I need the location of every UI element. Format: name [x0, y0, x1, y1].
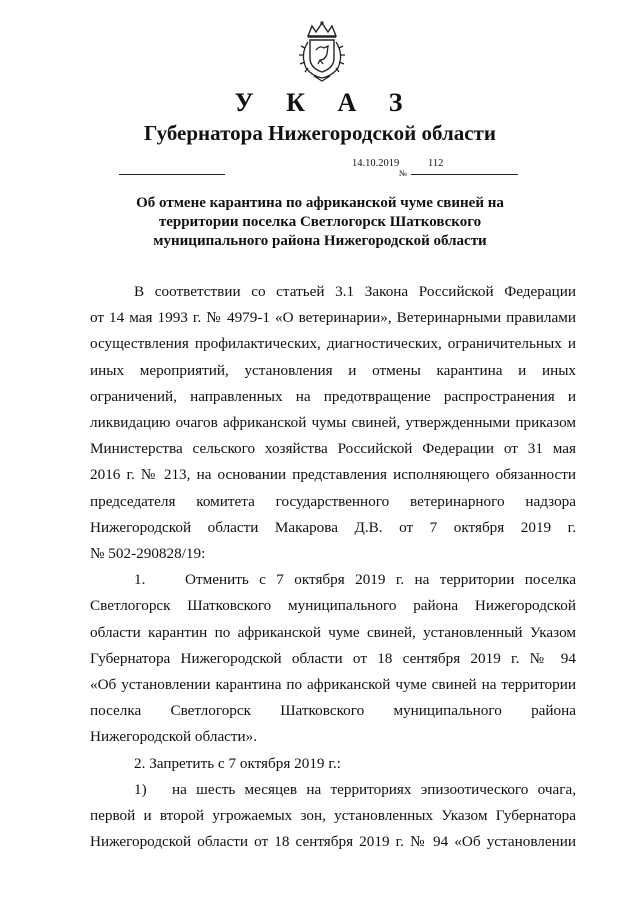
- heading-line: территории поселка Светлогорск Шатковского: [158, 214, 482, 230]
- item2-1-line: на шесть месяцев на территориях эпизоотического очага,: [172, 780, 576, 798]
- item1-line: поселка Светлогорск Шатковского муниципального района: [90, 702, 576, 720]
- preamble-line: Министерства сельского хозяйства Российской Федерации от 31 мая: [90, 440, 576, 458]
- item2-1-line: первой и второй угрожаемых зон, установленных Указом Губернатора: [90, 807, 576, 825]
- decree-heading: [100, 194, 540, 251]
- item2-1-number: 1): [134, 780, 147, 798]
- decree-body: [90, 279, 576, 855]
- preamble-line: иных мероприятий, установления и отмены карантина и иных: [90, 361, 576, 379]
- item1-line: Отменить с 7 октября 2019 г. на территории поселка: [185, 571, 576, 589]
- item1-line: Нижегородской области».: [90, 728, 258, 746]
- preamble-line: от 14 мая 1993 г. № 4979-1 «О ветеринарии», Ветеринарными правилами: [90, 309, 576, 327]
- preamble-line: ликвидацию очагов африканской чумы свиней, утвержденными приказом: [90, 414, 576, 432]
- item1-number: 1.: [134, 571, 146, 589]
- preamble-line: председателя комитета государственного ветеринарного надзора: [90, 492, 576, 510]
- preamble-line: 2016 г. № 213, на основании представления исполняющего обязанности: [90, 466, 576, 484]
- item1-line: «Об установлении карантина по африканской чуме свиней на территории: [90, 676, 576, 694]
- heading-line: муниципального района Нижегородской области: [153, 233, 487, 249]
- preamble-line: осуществления профилактических, диагностических, ограничительных и: [90, 335, 576, 353]
- item1-line: Светлогорск Шатковского муниципального района Нижегородской: [90, 597, 576, 615]
- document-type-title: У К А З: [234, 88, 416, 117]
- preamble-line: ограничений, направленных на предотвращение распространения и: [90, 387, 576, 405]
- decree-date: 14.10.2019: [352, 158, 400, 169]
- heading-line: Об отмене карантина по африканской чуме свиней на: [136, 195, 504, 211]
- number-mark: №: [399, 168, 408, 178]
- signature-line-left: [119, 174, 225, 175]
- item2-1-line: Нижегородской области от 18 сентября 2019 г. № 94 «Об установлении: [90, 833, 576, 851]
- item1-line: Губернатора Нижегородской области от 18 сентября 2019 г. № 94: [90, 649, 576, 667]
- preamble-line: В соответствии со статьей 3.1 Закона Российской Федерации: [134, 283, 576, 300]
- item2-line: 2. Запретить с 7 октября 2019 г.:: [134, 754, 341, 772]
- item1-first-line: [90, 567, 576, 593]
- issuer-title: Губернатора Нижегородской области: [144, 121, 496, 145]
- number-line: [411, 174, 518, 175]
- decree-number: 112: [428, 158, 444, 169]
- item1-line: области карантин по африканской чуме свиней, установленный Указом: [90, 623, 576, 641]
- item2-1-first-line: [90, 777, 576, 803]
- preamble-line: Нижегородской области Макарова Д.В. от 7 октября 2019 г.: [90, 518, 576, 536]
- preamble-line: № 502-290828/19:: [90, 545, 206, 563]
- coat-of-arms-emblem: [296, 20, 348, 82]
